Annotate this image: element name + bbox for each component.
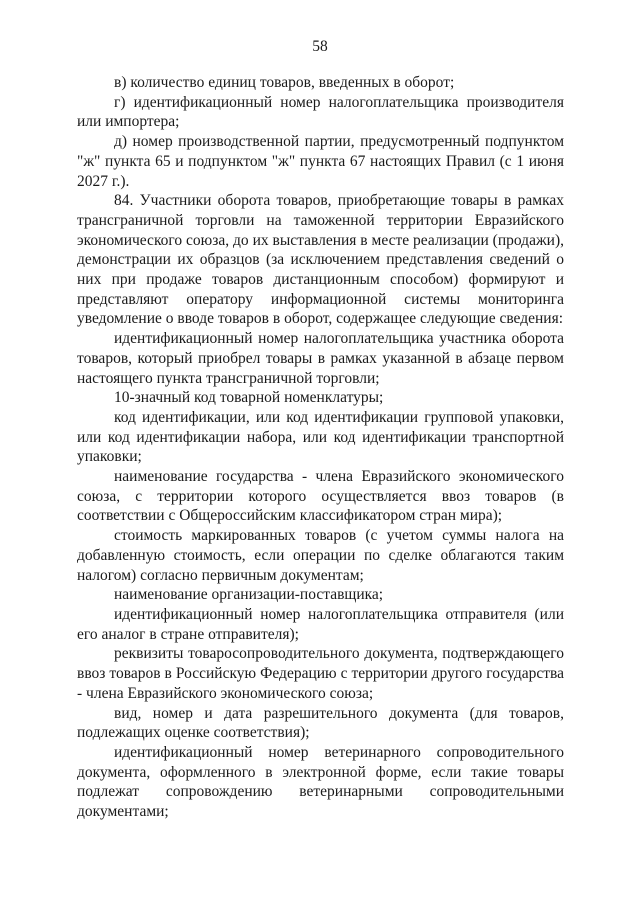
paragraph-item-g: г) идентификационный номер налогоплательщика производителя или импортера; [77, 93, 564, 131]
paragraph-84: 84. Участники оборота товаров, приобретающие товары в рамках трансграничной торговли на таможенной территории Евразийского экономического союза, до их выставления в месте реализации (продажи), демонстрации их образцов (за исключением представления сведений о них при продаже товаров дистанционным способом) формируют и представляют оператору информационной системы мониторинга уведомление о вводе товаров в оборот, содержащее следующие сведения: [77, 192, 564, 328]
page-number: 58 [312, 38, 328, 55]
paragraph-sender-inn: идентификационный номер налогоплательщика отправителя (или его аналог в стране отправителя); [77, 605, 564, 643]
paragraph-tn-code: 10-значный код товарной номенклатуры; [114, 389, 384, 407]
paragraph-inn-participant: идентификационный номер налогоплательщика участника оборота товаров, который приобрел товары в рамках указанной в абзаце первом настоящего пункта трансграничной торговли; [77, 330, 564, 387]
paragraph-item-d: д) номер производственной партии, предусмотренный подпунктом "ж" пункта 65 и подпунктом "ж" пункта 67 настоящих Правил (с 1 июня 2027 г.). [77, 133, 564, 190]
paragraph-item-v: в) количество единиц товаров, введенных в оборот; [114, 74, 455, 91]
paragraph-goods-value: стоимость маркированных товаров (с учетом суммы налога на добавленную стоимость, если операции по сделке облагаются таким налогом) согласно первичным документам; [77, 527, 564, 584]
paragraph-permit-document: вид, номер и дата разрешительного документа (для товаров, подлежащих оценке соответствия); [77, 704, 564, 742]
paragraph-shipping-document: реквизиты товаросопроводительного документа, подтверждающего ввоз товаров в Российскую Федерацию с территории другого государства - члена Евразийского экономического союза; [77, 645, 564, 702]
paragraph-member-state: наименование государства - члена Евразийского экономического союза, с территории которого осуществляется ввоз товаров (в соответствии с Общероссийским классификатором стран мира); [77, 468, 564, 525]
paragraph-veterinary-document: идентификационный номер ветеринарного сопроводительного документа, оформленного в электронной форме, если такие товары подлежат сопровождению ветеринарными сопроводительными документами; [77, 743, 564, 821]
paragraph-supplier-name: наименование организации-поставщика; [114, 586, 384, 604]
document-body [77, 73, 564, 822]
paragraph-identification-code: код идентификации, или код идентификации групповой упаковки, или код идентификации набора, или код идентификации транспортной упаковки; [77, 408, 564, 466]
